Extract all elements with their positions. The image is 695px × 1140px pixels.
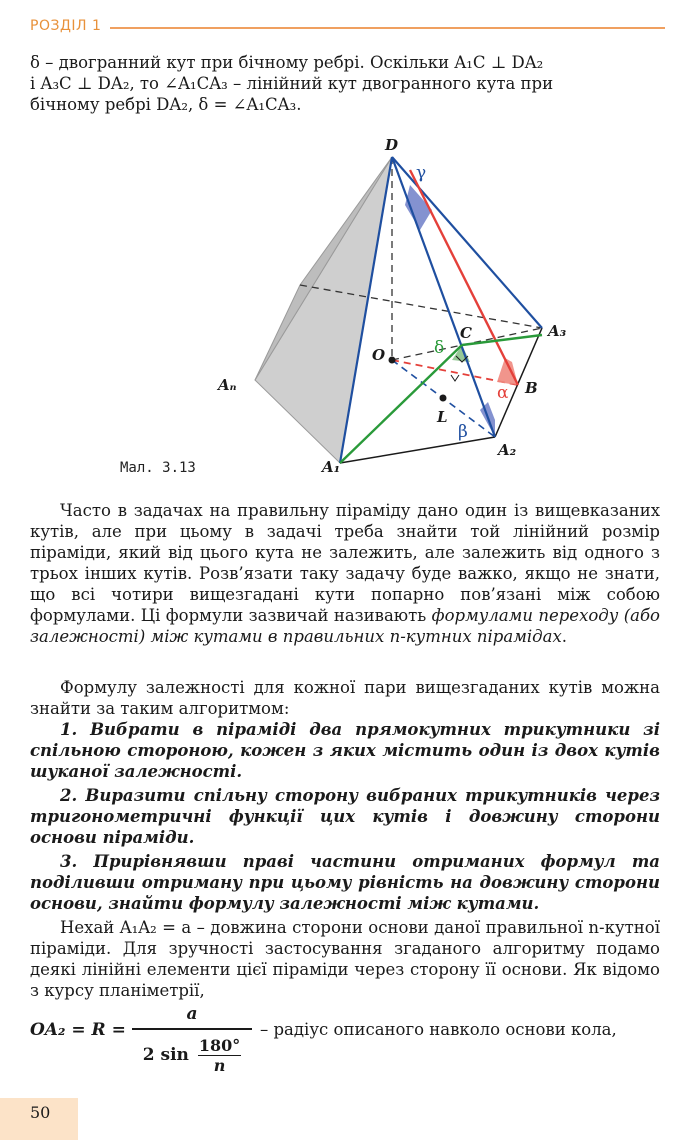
page-number: 50 <box>30 1103 51 1122</box>
body-paragraph-2: Формулу залежності для кожної пари вищезгаданих кутів можна знайти за таким алгоритмом: <box>30 678 660 718</box>
body-paragraph-1 <box>30 500 660 647</box>
intro-line-1: δ – двогранний кут при бічному ребрі. Оскільки A₁C ⊥ DA₂ <box>30 53 544 72</box>
intro-paragraph <box>30 52 660 115</box>
label-L: L <box>437 408 448 426</box>
fraction-bar <box>132 1028 252 1030</box>
label-D: D <box>385 136 399 154</box>
formula-numerator: a <box>186 1004 198 1024</box>
label-An: Aₙ <box>218 376 237 394</box>
label-O: O <box>372 346 386 364</box>
label-A2: A₂ <box>498 441 517 459</box>
circumradius-formula <box>30 1004 670 1084</box>
algorithm-step-1: 1. Вибрати в піраміді два прямокутних трикутники зі спільною стороною, кожен з яких містить один із двох кутів шуканої залежності. <box>30 720 660 781</box>
label-A3: A₃ <box>548 322 567 340</box>
intro-line-3: бічному ребрі DA₂, δ = ∠A₁CA₃. <box>30 95 302 114</box>
zigzag-mark <box>451 375 459 381</box>
algorithm-step-3: 3. Прирівнявши праві частини отриманих формул та поділивши отриману при цьому рівність на довжину сторони основи, знайти формулу залежності між кутами. <box>30 852 660 913</box>
formula-lhs: OA₂ = R = <box>30 1020 126 1040</box>
label-A1: A₁ <box>322 458 341 476</box>
header-rule <box>110 27 665 29</box>
label-delta: δ <box>434 338 445 358</box>
sin-argument <box>198 1036 241 1075</box>
pyramid-figure <box>0 130 695 480</box>
point-O <box>389 357 396 364</box>
section-label: РОЗДІЛ 1 <box>30 18 102 34</box>
label-alpha: α <box>497 383 509 403</box>
formula-rhs: – радіус описаного навколо основи кола, <box>260 1020 617 1039</box>
den-prefix: 2 sin <box>142 1044 189 1065</box>
algorithm-step-2: 2. Виразити спільну сторону вибраних трикутників через тригонометричні функції цих кутів і довжину сторони основи піраміди. <box>30 786 660 847</box>
formula-fraction <box>132 1004 252 1075</box>
body-paragraph-3: Нехай A₁A₂ = a – довжина сторони основи даної правильної n-кутної піраміди. Для зручності застосування згаданого алгоритму подамо деякі лінійні елементи цієї піраміди через сторону її основи. Як відомо з курсу планіметрії, <box>30 918 660 1000</box>
label-C: C <box>460 324 472 342</box>
section-header <box>30 18 665 40</box>
figure-caption: Мал. 3.13 <box>120 460 196 476</box>
grey-face-front <box>255 157 392 463</box>
p1-end: . <box>561 627 567 646</box>
label-gamma: γ <box>416 163 427 183</box>
sin-arg-num: 180° <box>198 1035 241 1055</box>
p1-italic-term: формулами переходу (або залежності) між кутами в правильних n-кутних пірамідах <box>30 606 660 646</box>
sin-arg-den: n <box>213 1055 226 1075</box>
point-L <box>440 395 447 402</box>
edge-DA3 <box>392 157 542 328</box>
p1-text: Часто в задачах на правильну піраміду дано один із вищевказаних кутів, але при цьому в задачі треба знайти той лінійний розмір піраміди, який від цього кута не залежить, але залежить від одного з трьох інших кутів. Розв’язати таку задачу буде важко, якщо не знати, що всі чотири вищезгадані кути попарно пов’язані між собою формулами. Ці формули зазвичай називають <box>30 501 660 625</box>
formula-denominator <box>132 1036 252 1075</box>
intro-line-2: і A₃C ⊥ DA₂, то ∠A₁CA₃ – лінійний кут двогранного кута при <box>30 74 554 93</box>
label-beta: β <box>458 422 468 442</box>
label-B: B <box>525 379 538 397</box>
